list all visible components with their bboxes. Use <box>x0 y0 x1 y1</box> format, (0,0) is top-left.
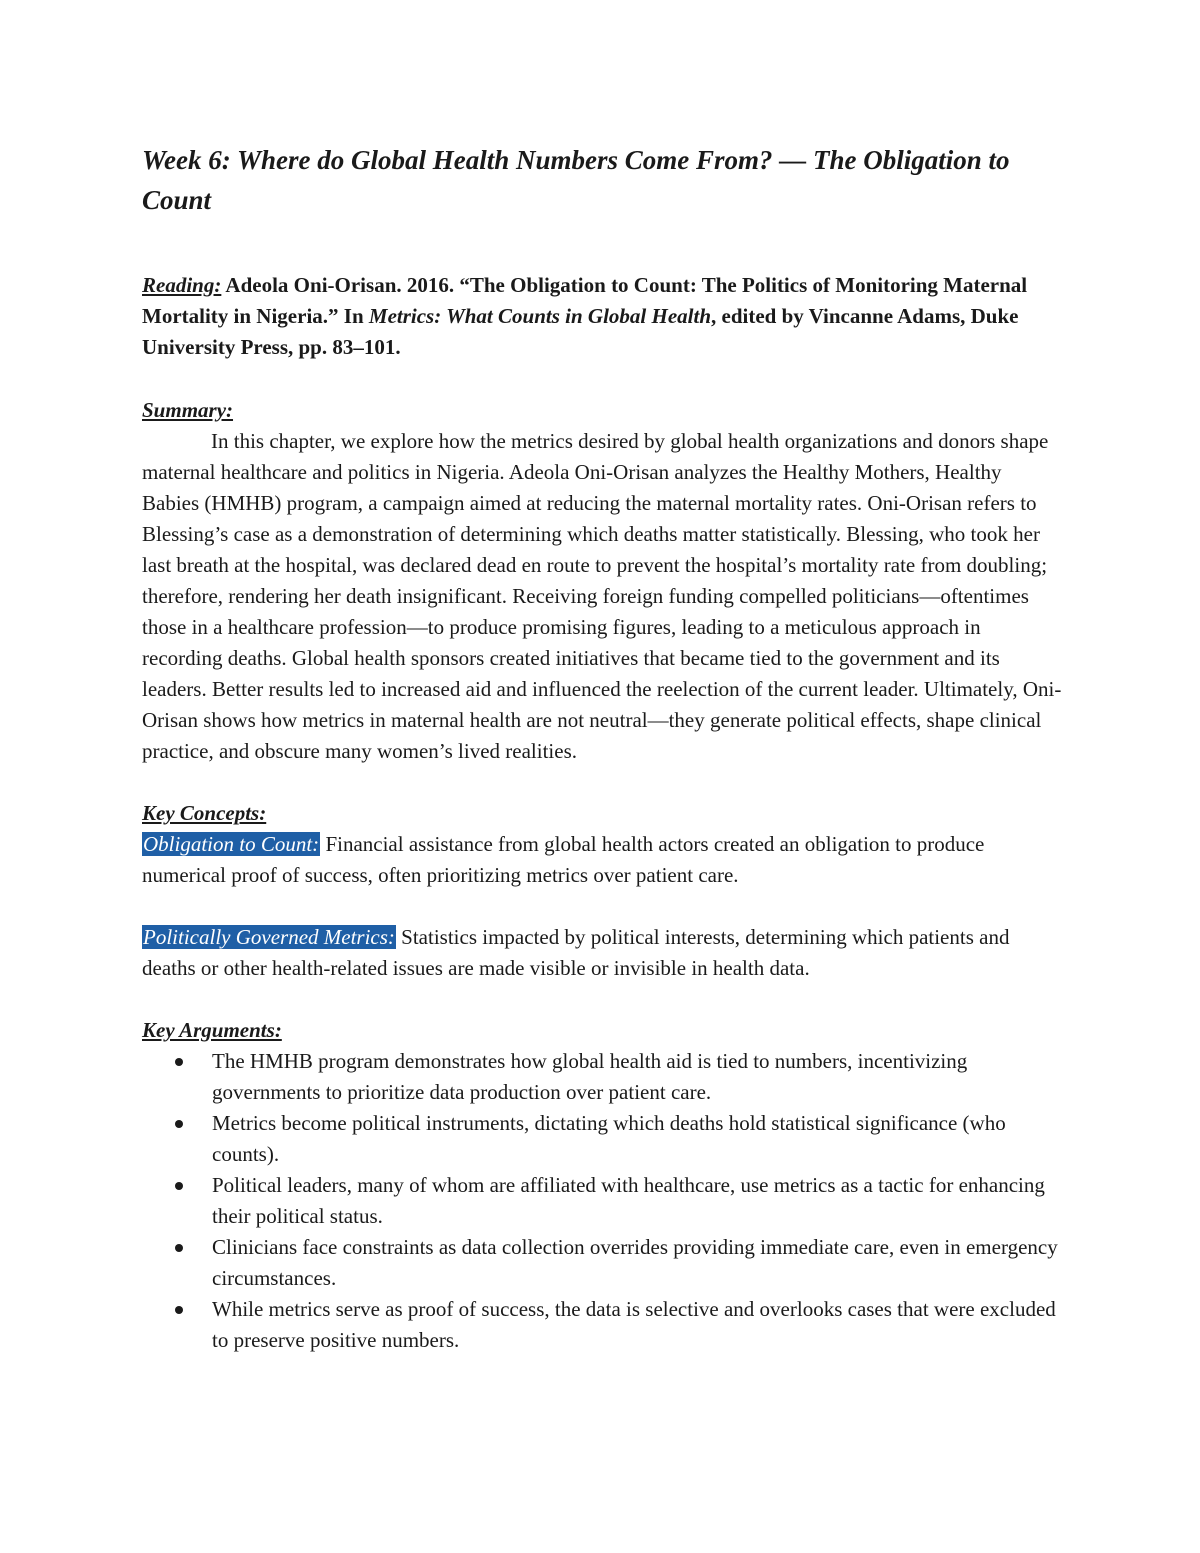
reading-label: Reading: <box>142 273 222 297</box>
reading-citation <box>142 270 1062 363</box>
document-title: Week 6: Where do Global Health Numbers Come From? — The Obligation to Count <box>142 145 1010 215</box>
reading-text-after: , edited by Vincanne Adams, Duke University Press, pp. 83–101. <box>142 304 1019 359</box>
concept-item <box>142 922 1062 984</box>
bullet-icon <box>175 1120 183 1128</box>
reading-book-title: Metrics: What Counts in Global Health <box>368 304 711 328</box>
list-item: While metrics serve as proof of success, the data is selective and overlooks cases that were excluded to preserve positive numbers. <box>142 1294 1062 1356</box>
summary-heading: Summary: <box>142 398 234 422</box>
key-arguments-heading: Key Arguments: <box>142 1018 282 1042</box>
concept-definition: Financial assistance from global health actors created an obligation to produce numerical proof of success, often prioritizing metrics over patient care. <box>142 832 985 887</box>
bullet-icon <box>175 1244 183 1252</box>
bullet-icon <box>175 1058 183 1066</box>
document-page <box>142 140 1062 1356</box>
key-concepts-heading: Key Concepts: <box>142 801 267 825</box>
list-item: Clinicians face constraints as data collection overrides providing immediate care, even in emergency circumstances. <box>142 1232 1062 1294</box>
key-arguments-list <box>142 1046 1062 1356</box>
concept-term: Obligation to Count: <box>143 832 320 856</box>
list-item: Metrics become political instruments, dictating which deaths hold statistical significance (who counts). <box>142 1108 1062 1170</box>
list-item: Political leaders, many of whom are affiliated with healthcare, use metrics as a tactic for enhancing their political status. <box>142 1170 1062 1232</box>
list-item: The HMHB program demonstrates how global health aid is tied to numbers, incentivizing governments to prioritize data production over patient care. <box>142 1046 1062 1108</box>
bullet-icon <box>175 1306 183 1314</box>
summary-paragraph: In this chapter, we explore how the metrics desired by global health organizations and donors shape maternal healthcare and politics in Nigeria. Adeola Oni-Orisan analyzes the Healthy Mothers, Healthy Babies (HMHB) program, a campaign aimed at reducing the maternal mortality rates. Oni-Orisan refers to Blessing’s case as a demonstration of determining which deaths matter statistically. Blessing, who took her last breath at the hospital, was declared dead en route to prevent the hospital’s mortality rate from doubling; therefore, rendering her death insignificant. Receiving foreign funding compelled politicians—oftentimes those in a healthcare profession—to produce promising figures, leading to a meticulous approach in recording deaths. Global health sponsors created initiatives that became tied to the government and its leaders. Better results led to increased aid and influenced the reelection of the current leader. Ultimately, Oni-Orisan shows how metrics in maternal health are not neutral—they generate political effects, shape clinical practice, and obscure many women’s lived realities. <box>142 429 1062 763</box>
concept-definition: Statistics impacted by political interests, determining which patients and deaths or other health-related issues are made visible or invisible in health data. <box>142 925 1010 980</box>
concept-term: Politically Governed Metrics: <box>143 925 395 949</box>
concept-item <box>142 829 1062 891</box>
reading-text-before: Adeola Oni-Orisan. 2016. “The Obligation to Count: The Politics of Monitoring Maternal Mortality in Nigeria.” In <box>142 273 1028 328</box>
bullet-icon <box>175 1182 183 1190</box>
